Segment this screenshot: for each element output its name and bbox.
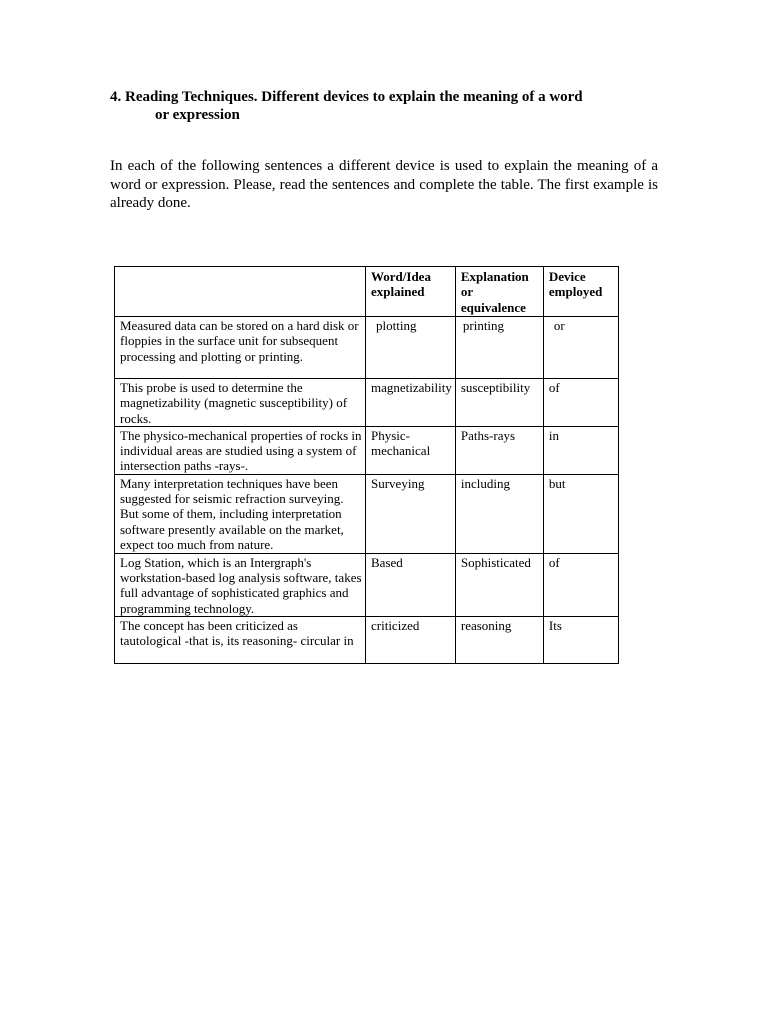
word-cell: Surveying bbox=[366, 474, 456, 553]
table-row bbox=[115, 616, 619, 663]
explanation-cell: Paths-rays bbox=[455, 426, 543, 474]
device-cell: of bbox=[543, 553, 618, 616]
table-row bbox=[115, 426, 619, 474]
word-cell: Physic-mechanical bbox=[366, 426, 456, 474]
table-header-row bbox=[115, 267, 619, 317]
instructions-paragraph: In each of the following sentences a different device is used to explain the meaning of a word or expression. Please, read the sentences and complete the table. The first example is already done. bbox=[110, 158, 658, 211]
sentence-cell: Many interpretation techniques have been suggested for seismic refraction surveying. But some of them, including interpretation software presently available on the market, expect too much from nature. bbox=[115, 474, 366, 553]
header-explanation: Explanation or equivalence bbox=[455, 267, 543, 317]
sentence-cell: Measured data can be stored on a hard disk or floppies in the surface unit for subsequent processing and plotting or printing. bbox=[115, 317, 366, 379]
header-device: Device employed bbox=[543, 267, 618, 317]
word-cell: criticized bbox=[366, 616, 456, 663]
sentence-cell: The physico-mechanical properties of rocks in individual areas are studied using a system of intersection paths -rays-. bbox=[115, 426, 366, 474]
sentence-cell: Log Station, which is an Intergraph's workstation-based log analysis software, takes full advantage of sophisticated graphics and programming technology. bbox=[115, 553, 366, 616]
word-cell: Based bbox=[366, 553, 456, 616]
explanation-cell: printing bbox=[455, 317, 543, 379]
table-row bbox=[115, 553, 619, 616]
exercise-table bbox=[114, 266, 619, 664]
word-cell: magnetizability bbox=[366, 379, 456, 427]
sentence-cell: The concept has been criticized as tautological -that is, its reasoning- circular in bbox=[115, 616, 366, 663]
explanation-cell: susceptibility bbox=[455, 379, 543, 427]
device-cell: but bbox=[543, 474, 618, 553]
table-row bbox=[115, 379, 619, 427]
heading-line-1: 4. Reading Techniques. Different devices to explain the meaning of a word bbox=[110, 89, 583, 105]
sentence-cell: This probe is used to determine the magnetizability (magnetic susceptibility) of rocks. bbox=[115, 379, 366, 427]
explanation-cell: reasoning bbox=[455, 616, 543, 663]
device-cell: of bbox=[543, 379, 618, 427]
table-row bbox=[115, 317, 619, 379]
section-heading bbox=[110, 88, 670, 124]
device-cell: or bbox=[543, 317, 618, 379]
heading-line-2: or expression bbox=[155, 107, 240, 123]
device-cell: Its bbox=[543, 616, 618, 663]
device-cell: in bbox=[543, 426, 618, 474]
header-sentence bbox=[115, 267, 366, 317]
explanation-cell: Sophisticated bbox=[455, 553, 543, 616]
word-cell: plotting bbox=[366, 317, 456, 379]
table-row bbox=[115, 474, 619, 553]
explanation-cell: including bbox=[455, 474, 543, 553]
header-word-idea: Word/Idea explained bbox=[366, 267, 456, 317]
